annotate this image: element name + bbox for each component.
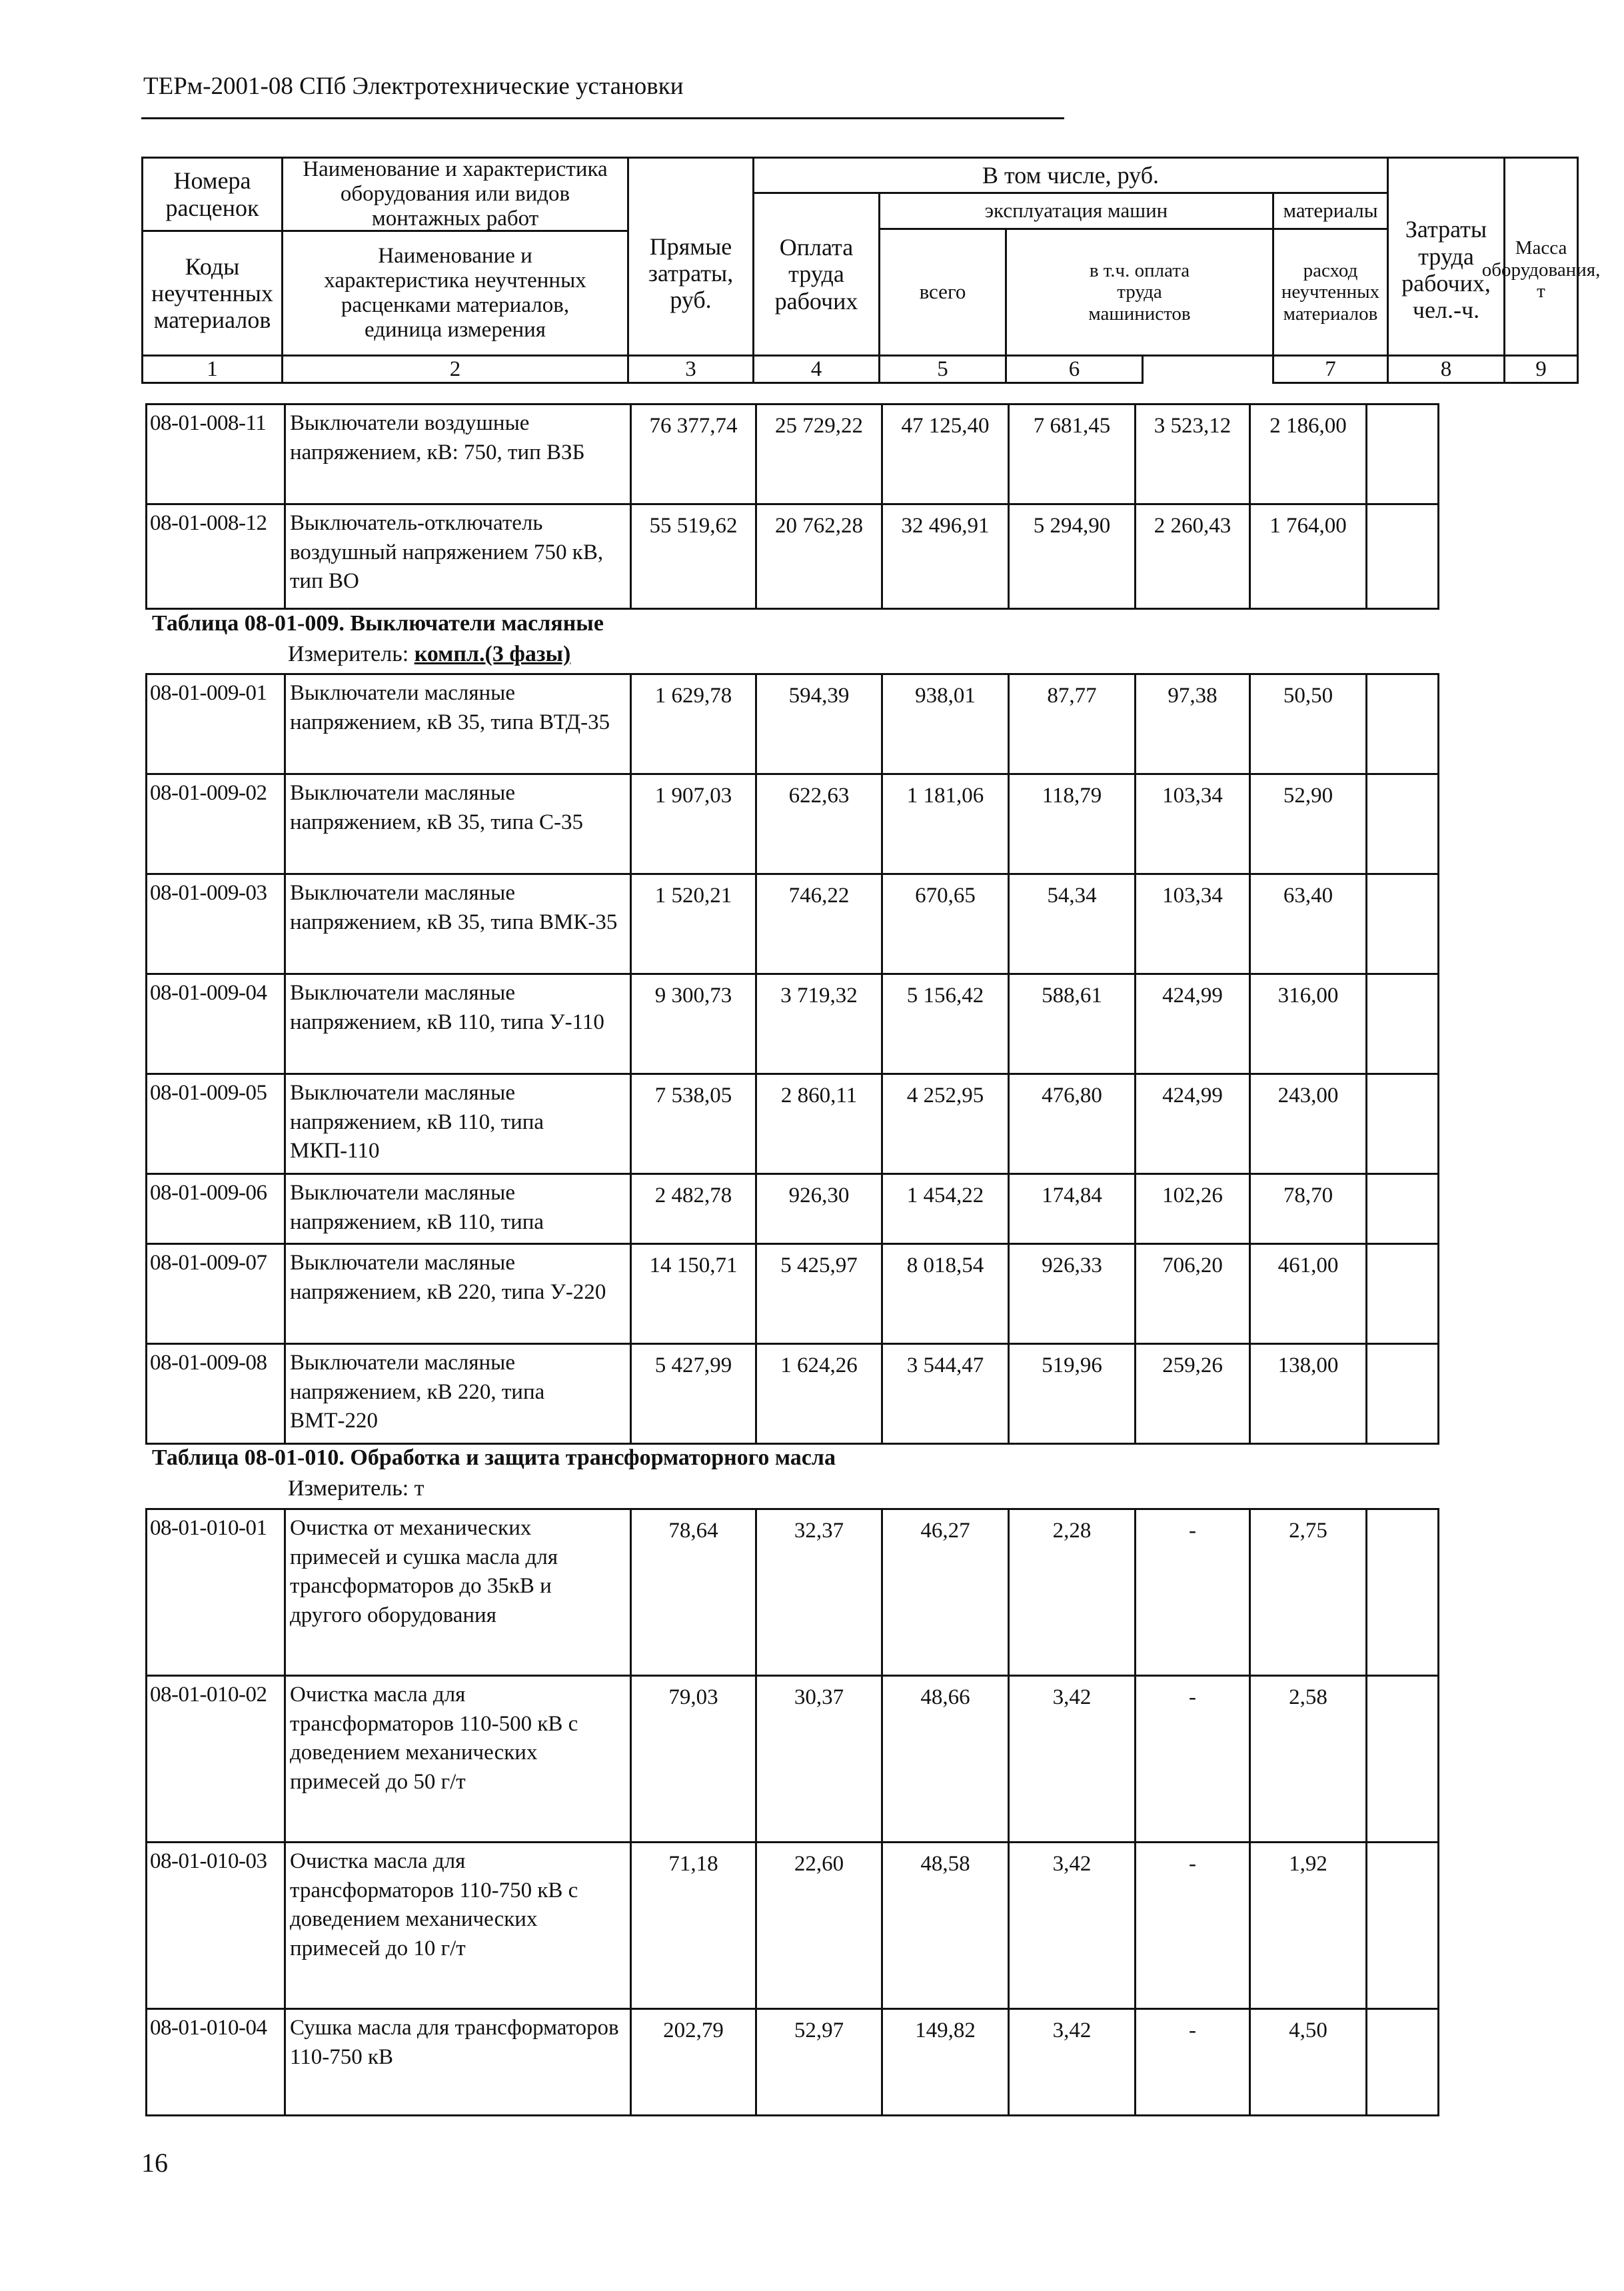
header-including-group: В том числе, руб. <box>752 157 1389 194</box>
machines-total: 3 544,47 <box>882 1344 1009 1444</box>
direct-costs: 1 907,03 <box>631 774 756 874</box>
work-name: Сушка масла для трансформаторов 110-750 кВ <box>285 2009 631 2116</box>
table-row <box>147 2009 1439 2116</box>
work-name: Очистка масла для трансформаторов 110-500 кВ с доведением механических примесей до 50 г/т <box>285 1676 631 1843</box>
machines-total: 47 125,40 <box>882 404 1009 504</box>
table-row <box>147 1244 1439 1344</box>
table-008-body <box>145 403 1439 610</box>
labor-hours: 50,50 <box>1250 674 1367 774</box>
table-row <box>147 504 1439 609</box>
table-header <box>141 157 1601 382</box>
rate-code: 08-01-009-06 <box>147 1174 285 1244</box>
rate-code: 08-01-009-02 <box>147 774 285 874</box>
work-name: Выключатели масляные напряжением, кВ 110, типа У-110 <box>285 974 631 1074</box>
labor-hours: 243,00 <box>1250 1074 1367 1174</box>
equipment-mass <box>1367 1843 1439 2009</box>
materials: 259,26 <box>1136 1344 1250 1444</box>
header-machines-group: эксплуатация машин <box>878 192 1274 230</box>
labor-hours: 2,58 <box>1250 1676 1367 1843</box>
work-name: Выключатели масляные напряжением, кВ 220, типа У-220 <box>285 1244 631 1344</box>
header-materials-group: материалы <box>1272 192 1389 230</box>
work-name: Выключатель-отключатель воздушный напряжением 750 кВ, тип ВО <box>285 504 631 609</box>
work-name: Очистка от механических примесей и сушка масла для трансформаторов до 35кВ и другого оборудования <box>285 1509 631 1676</box>
direct-costs: 78,64 <box>631 1509 756 1676</box>
labor-pay: 30,37 <box>756 1676 882 1843</box>
materials: - <box>1136 1676 1250 1843</box>
table-row <box>147 1174 1439 1244</box>
machinist-pay: 3,42 <box>1009 1676 1136 1843</box>
machinist-pay: 87,77 <box>1009 674 1136 774</box>
materials: - <box>1136 2009 1250 2116</box>
rate-code: 08-01-009-04 <box>147 974 285 1074</box>
page-header: ТЕРм-2001-08 СПб Электротехнические установки <box>143 73 684 100</box>
machinist-pay: 174,84 <box>1009 1174 1136 1244</box>
materials: 103,34 <box>1136 874 1250 974</box>
direct-costs: 9 300,73 <box>631 974 756 1074</box>
machines-total: 46,27 <box>882 1509 1009 1676</box>
materials: 706,20 <box>1136 1244 1250 1344</box>
equipment-mass <box>1367 874 1439 974</box>
labor-pay: 926,30 <box>756 1174 882 1244</box>
labor-hours: 138,00 <box>1250 1344 1367 1444</box>
header-rule <box>141 117 1064 119</box>
work-name: Выключатели масляные напряжением, кВ 110, типа <box>285 1174 631 1244</box>
col-number-1: 1 <box>141 355 283 384</box>
work-name: Выключатели масляные напряжением, кВ 35, типа ВТД-35 <box>285 674 631 774</box>
header-labor-hours: Затраты труда рабочих, чел.-ч. <box>1387 157 1505 357</box>
header-equipment-mass: Масса оборудования, т <box>1503 157 1579 357</box>
machinist-pay: 2,28 <box>1009 1509 1136 1676</box>
equipment-mass <box>1367 1244 1439 1344</box>
labor-hours: 2,75 <box>1250 1509 1367 1676</box>
materials: 424,99 <box>1136 1074 1250 1174</box>
labor-pay: 22,60 <box>756 1843 882 2009</box>
header-material-name: Наименование и характеристика неучтенных расценками материалов, единица измерения <box>281 230 629 357</box>
table-row <box>147 1676 1439 1843</box>
table-009-body <box>145 673 1439 1445</box>
equipment-mass <box>1367 504 1439 609</box>
labor-pay: 20 762,28 <box>756 504 882 609</box>
labor-pay: 5 425,97 <box>756 1244 882 1344</box>
col-number-7: 7 <box>1272 355 1389 384</box>
direct-costs: 1 520,21 <box>631 874 756 974</box>
work-name: Выключатели воздушные напряжением, кВ: 750, тип ВЗБ <box>285 404 631 504</box>
labor-pay: 1 624,26 <box>756 1344 882 1444</box>
work-name: Выключатели масляные напряжением, кВ 110, типа МКП-110 <box>285 1074 631 1174</box>
work-name: Выключатели масляные напряжением, кВ 220, типа ВМТ-220 <box>285 1344 631 1444</box>
rate-code: 08-01-010-02 <box>147 1676 285 1843</box>
labor-pay: 52,97 <box>756 2009 882 2116</box>
labor-pay: 32,37 <box>756 1509 882 1676</box>
labor-hours: 4,50 <box>1250 2009 1367 2116</box>
equipment-mass <box>1367 1174 1439 1244</box>
machines-total: 5 156,42 <box>882 974 1009 1074</box>
labor-hours: 2 186,00 <box>1250 404 1367 504</box>
table-row <box>147 874 1439 974</box>
labor-pay: 25 729,22 <box>756 404 882 504</box>
labor-hours: 52,90 <box>1250 774 1367 874</box>
direct-costs: 79,03 <box>631 1676 756 1843</box>
table-009-title: Таблица 08-01-009. Выключатели масляные <box>152 611 604 636</box>
direct-costs: 7 538,05 <box>631 1074 756 1174</box>
labor-pay: 594,39 <box>756 674 882 774</box>
header-rate-numbers: Номера расценок <box>141 157 283 232</box>
labor-pay: 2 860,11 <box>756 1074 882 1174</box>
rate-code: 08-01-009-07 <box>147 1244 285 1344</box>
table-row <box>147 1843 1439 2009</box>
equipment-mass <box>1367 2009 1439 2116</box>
equipment-mass <box>1367 1344 1439 1444</box>
col-number-9: 9 <box>1503 355 1579 384</box>
direct-costs: 202,79 <box>631 2009 756 2116</box>
labor-hours: 316,00 <box>1250 974 1367 1074</box>
machinist-pay: 926,33 <box>1009 1244 1136 1344</box>
machines-total: 149,82 <box>882 2009 1009 2116</box>
labor-pay: 3 719,32 <box>756 974 882 1074</box>
materials: 3 523,12 <box>1136 404 1250 504</box>
machines-total: 670,65 <box>882 874 1009 974</box>
direct-costs: 76 377,74 <box>631 404 756 504</box>
labor-hours: 1,92 <box>1250 1843 1367 2009</box>
materials: 102,26 <box>1136 1174 1250 1244</box>
rate-code: 08-01-010-04 <box>147 2009 285 2116</box>
labor-hours: 461,00 <box>1250 1244 1367 1344</box>
machines-total: 4 252,95 <box>882 1074 1009 1174</box>
machinist-pay: 7 681,45 <box>1009 404 1136 504</box>
direct-costs: 1 629,78 <box>631 674 756 774</box>
table-010-unit: Измеритель: т <box>288 1476 424 1501</box>
table-row <box>147 774 1439 874</box>
machines-total: 8 018,54 <box>882 1244 1009 1344</box>
work-name: Очистка масла для трансформаторов 110-750 кВ с доведением механических примесей до 10 г/т <box>285 1843 631 2009</box>
table-row <box>147 674 1439 774</box>
col-number-8: 8 <box>1387 355 1505 384</box>
rate-code: 08-01-009-01 <box>147 674 285 774</box>
col-number-6: 6 <box>1005 355 1144 384</box>
machinist-pay: 476,80 <box>1009 1074 1136 1174</box>
machines-total: 1 454,22 <box>882 1174 1009 1244</box>
rate-code: 08-01-009-05 <box>147 1074 285 1174</box>
page-number: 16 <box>141 2148 168 2178</box>
header-machines-total: всего <box>878 228 1007 357</box>
rate-code: 08-01-009-08 <box>147 1344 285 1444</box>
table-row <box>147 404 1439 504</box>
equipment-mass <box>1367 674 1439 774</box>
header-material-codes: Коды неучтенных материалов <box>141 230 283 357</box>
machinist-pay: 519,96 <box>1009 1344 1136 1444</box>
machinist-pay: 3,42 <box>1009 1843 1136 2009</box>
labor-hours: 78,70 <box>1250 1174 1367 1244</box>
direct-costs: 71,18 <box>631 1843 756 2009</box>
rate-code: 08-01-010-03 <box>147 1843 285 2009</box>
direct-costs: 55 519,62 <box>631 504 756 609</box>
labor-hours: 63,40 <box>1250 874 1367 974</box>
equipment-mass <box>1367 1074 1439 1174</box>
table-row <box>147 1074 1439 1174</box>
machines-total: 48,58 <box>882 1843 1009 2009</box>
equipment-mass <box>1367 774 1439 874</box>
materials: - <box>1136 1843 1250 2009</box>
machines-total: 32 496,91 <box>882 504 1009 609</box>
equipment-mass <box>1367 1676 1439 1843</box>
table-row <box>147 974 1439 1074</box>
col-number-5: 5 <box>878 355 1007 384</box>
machinist-pay: 588,61 <box>1009 974 1136 1074</box>
header-direct-costs: Прямые затраты, руб. <box>627 157 754 357</box>
materials: 424,99 <box>1136 974 1250 1074</box>
direct-costs: 5 427,99 <box>631 1344 756 1444</box>
machinist-pay: 118,79 <box>1009 774 1136 874</box>
materials: - <box>1136 1509 1250 1676</box>
header-labor-pay: Оплата труда рабочих <box>752 192 880 357</box>
labor-pay: 746,22 <box>756 874 882 974</box>
work-name: Выключатели масляные напряжением, кВ 35, типа ВМК-35 <box>285 874 631 974</box>
col-number-4: 4 <box>752 355 880 384</box>
col-number-2: 2 <box>281 355 629 384</box>
machinist-pay: 3,42 <box>1009 2009 1136 2116</box>
header-machinist-pay: в т.ч. оплата труда машинистов <box>1005 228 1274 357</box>
header-work-name: Наименование и характеристика оборудования или видов монтажных работ <box>281 157 629 232</box>
labor-hours: 1 764,00 <box>1250 504 1367 609</box>
machinist-pay: 54,34 <box>1009 874 1136 974</box>
materials: 103,34 <box>1136 774 1250 874</box>
table-row <box>147 1509 1439 1676</box>
table-010-title: Таблица 08-01-010. Обработка и защита трансформаторного масла <box>152 1445 836 1470</box>
col-number-3: 3 <box>627 355 754 384</box>
table-009-unit: Измеритель: компл.(3 фазы) <box>288 642 571 666</box>
machines-total: 48,66 <box>882 1676 1009 1843</box>
table-row <box>147 1344 1439 1444</box>
materials: 2 260,43 <box>1136 504 1250 609</box>
rate-code: 08-01-009-03 <box>147 874 285 974</box>
header-unaccounted-materials: расход неучтенных материалов <box>1272 228 1389 357</box>
labor-pay: 622,63 <box>756 774 882 874</box>
rate-code: 08-01-008-12 <box>147 504 285 609</box>
direct-costs: 14 150,71 <box>631 1244 756 1344</box>
table-010-body <box>145 1508 1439 2116</box>
equipment-mass <box>1367 1509 1439 1676</box>
rate-code: 08-01-010-01 <box>147 1509 285 1676</box>
machines-total: 1 181,06 <box>882 774 1009 874</box>
equipment-mass <box>1367 404 1439 504</box>
machinist-pay: 5 294,90 <box>1009 504 1136 609</box>
work-name: Выключатели масляные напряжением, кВ 35, типа С-35 <box>285 774 631 874</box>
direct-costs: 2 482,78 <box>631 1174 756 1244</box>
rate-code: 08-01-008-11 <box>147 404 285 504</box>
machines-total: 938,01 <box>882 674 1009 774</box>
materials: 97,38 <box>1136 674 1250 774</box>
equipment-mass <box>1367 974 1439 1074</box>
